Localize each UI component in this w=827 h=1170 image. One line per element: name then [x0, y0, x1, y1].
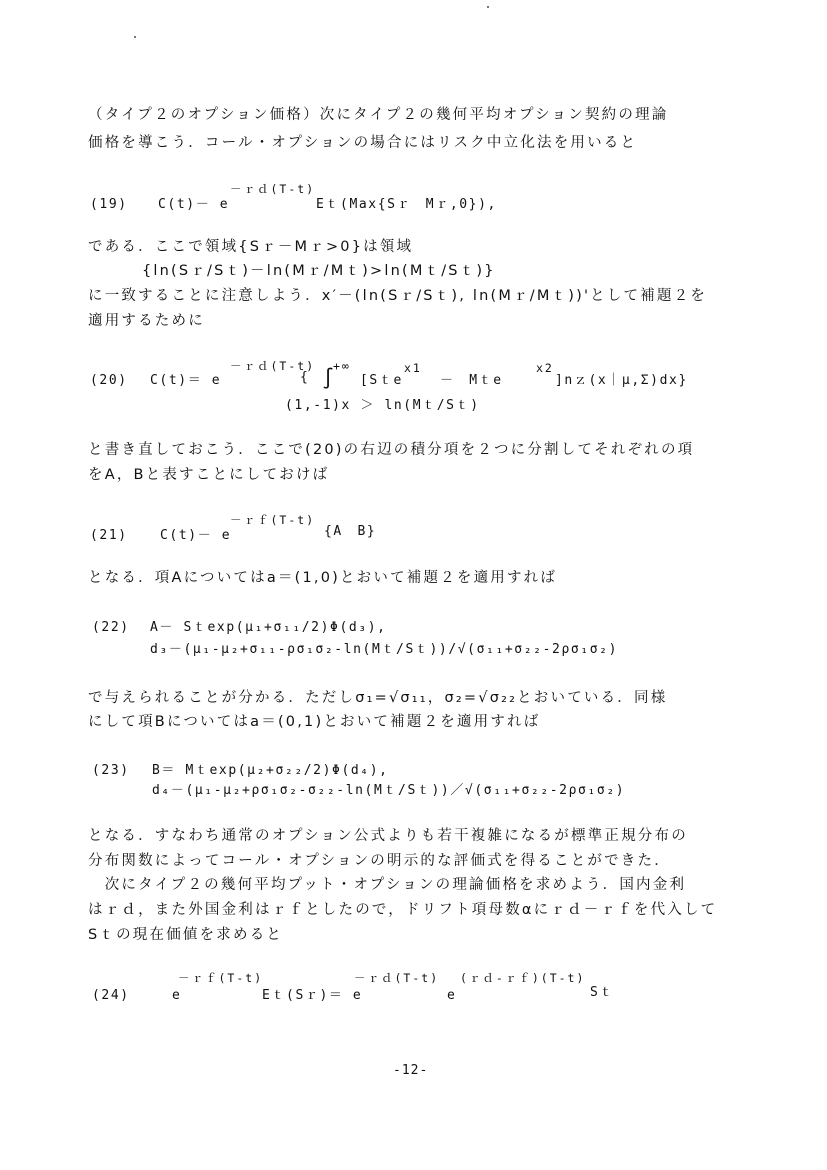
equation-number: (23) — [92, 763, 130, 778]
integrand-exponent: x2 — [536, 361, 554, 375]
equation-exponent: －ｒｆ(T-t) — [230, 513, 316, 527]
paragraph-line: （タイプ２のオプション価格）次にタイプ２の幾何平均オプション契約の理論 — [88, 107, 669, 123]
equation-part: e — [447, 988, 457, 1003]
integrand-part: [Sｔe — [360, 373, 403, 388]
equation-lhs: C(t)－ e — [160, 528, 232, 543]
equation-number: (19) — [90, 197, 128, 212]
equation-lhs: C(t)－ e — [158, 197, 230, 212]
equation-exponent: －ｒｆ(T-t) — [178, 971, 264, 985]
paragraph-line: に一致することに注意しよう．x′－(ln(Sｒ/Sｔ), ln(Mｒ/Mｔ))'として補題２を — [88, 288, 708, 304]
equation-exponent: －ｒｄ(T-t) — [230, 182, 316, 196]
paragraph-line: 分布関数によってコール・オプションの明示的な評価式を得ることができた． — [88, 853, 671, 869]
paragraph-line: はｒｄ，また外国金利はｒｆとしたので，ドリフト項母数αにｒｄ－ｒｆを代入して — [88, 902, 718, 918]
page-number: -12- — [393, 1063, 429, 1078]
equation-line: d₄－(μ₁-μ₂+ρσ₁σ₂-σ₂₂-ln(Mｔ/Sｔ))／√(σ₁₁+σ₂₂-2ρσ₁σ₂) — [152, 783, 626, 798]
equation-part: Sｔ — [590, 985, 615, 1000]
paragraph-line: {ln(Sｒ/Sｔ)－ln(Mｒ/Mｔ)>ln(Mｔ/Sｔ)} — [142, 263, 496, 279]
scan-speck — [134, 36, 136, 38]
integrand-exponent: x1 — [404, 361, 422, 375]
integral-upper-limit: +∞ — [333, 359, 351, 373]
paragraph-line: となる．すなわち通常のオプション公式よりも若干複雑になるが標準正規分布の — [88, 828, 688, 844]
equation-number: (24) — [92, 988, 130, 1003]
paragraph-line: 次にタイプ２の幾何平均プット・オプションの理論価格を求めよう．国内金利 — [88, 877, 687, 893]
equation-line: B＝ Mｔexp(μ₂+σ₂₂/2)Φ(d₄), — [152, 763, 389, 778]
paragraph-line: 適用するために — [88, 313, 205, 329]
integrand-part: － Mｔe — [440, 373, 503, 388]
equation-exponent: －ｒｄ(T-t) — [230, 359, 316, 373]
integrand-part: ]nｚ(x｜μ,Σ)dx} — [555, 373, 688, 388]
equation-lhs: C(t)＝ e — [150, 373, 222, 388]
equation-exponent: (ｒｄ-ｒｆ)(T-t) — [460, 971, 586, 985]
equation-exponent: －ｒｄ(T-t) — [354, 971, 440, 985]
paragraph-line: をA，Bと表すことにしておけば — [88, 467, 330, 483]
equation-part: Eｔ(Sｒ)＝ e — [262, 988, 363, 1003]
paragraph-line: Sｔの現在価値を求めると — [88, 927, 284, 943]
equation-number: (21) — [90, 528, 128, 543]
paragraph-line: となる．項Aについてはa＝(1,0)とおいて補題２を適用すれば — [88, 570, 558, 586]
equation-rhs: Eｔ(Max{Sｒ Mｒ,0}), — [316, 197, 497, 212]
paragraph-line: 価格を導こう．コール・オプションの場合にはリスク中立化法を用いると — [88, 135, 638, 151]
equation-number: (20) — [90, 373, 128, 388]
equation-number: (22) — [92, 620, 130, 635]
paragraph-line: にして項Bについてはa＝(0,1)とおいて補題２を適用すれば — [88, 714, 541, 730]
paragraph-line: と書き直しておこう．ここで(20)の右辺の積分項を２つに分割してそれぞれの項 — [88, 442, 695, 458]
scan-speck — [487, 6, 489, 8]
equation-part: e — [172, 988, 182, 1003]
equation-rhs: {A B} — [324, 524, 377, 539]
integration-region: (1,-1)x ＞ ln(Mｔ/Sｔ) — [285, 398, 480, 413]
paragraph-line: である．ここで領域{Sｒ－Mｒ>0}は領域 — [88, 239, 414, 255]
equation-line: A－ Sｔexp(μ₁+σ₁₁/2)Φ(d₃), — [150, 620, 387, 635]
equation-brace: { — [300, 370, 310, 385]
paragraph-line: で与えられることが分かる．ただしσ₁=√σ₁₁，σ₂=√σ₂₂とおいている．同様 — [88, 690, 668, 706]
equation-line: d₃－(μ₁-μ₂+σ₁₁-ρσ₁σ₂-ln(Mｔ/Sｔ))/√(σ₁₁+σ₂₂-2ρσ₁σ₂) — [150, 642, 618, 657]
integral-sign: ∫ — [322, 366, 336, 390]
